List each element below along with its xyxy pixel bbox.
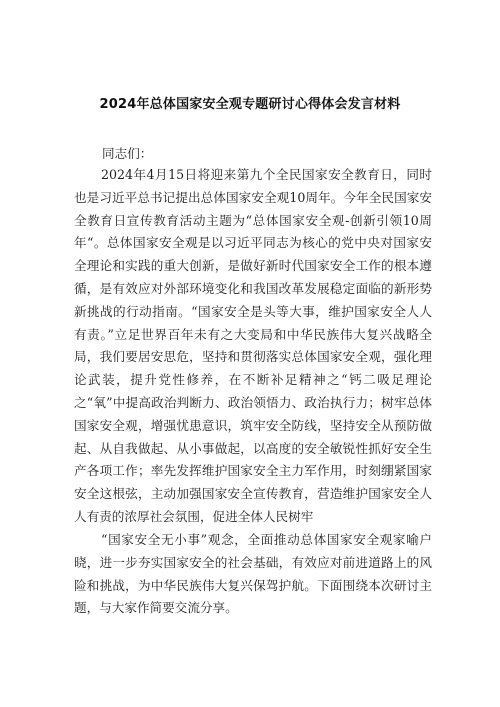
salutation: 同志们： <box>102 146 153 161</box>
body-paragraph-2: “国家安全无小事”观念，全面推动总体国家安全观家喻户晓，进一步夯实国家安全的社会基础，有效应对前进道路上的风险和挑战，为中华民族伟大复兴保驾护航。下面围绕本次研讨主题，与大家作简要交流分享。 <box>74 532 432 616</box>
document-title: 2024年总体国家安全观专题研讨心得体会发言材料 <box>99 97 401 112</box>
body-paragraph-1: 2024年4月15日将迎来第九个全民国家安全教育日，同时也是习近平总书记提出总体国家安全观10周年。今年全民国家安全教育日宣传教育活动主题为“总体国家安全观-创新引领10周年“。总体国家安全观是以习近平同志为核心的党中央对国家安全理论和实践的重大创新，是做好新时代国家安全工作的根本遵循，是有效应对外部环境变化和我国改革发展稳定面临的新形势新挑战的行动指南。“国家安全是头等大事，维护国家安全人人有责。”立足世界百年未有之大变局和中华民族伟大复兴战略全局，我们要居安思危，坚持和贯彻落实总体国家安全观，强化理论武装，提升党性修养，在不断补足精神之“钙二吸足理论之“氧”中提高政治判断力、政治领悟力、政治执行力；树牢总体国家安全观，增强忧患意识，筑牢安全防线，坚持安全从预防做起、从自我做起、从小事做起，以高度的安全敏锐性抓好安全生产各项工作；率先发挥维护国家安全主力军作用，时刻绷紧国家安全这根弦，主动加强国家安全宣传教育，营造维护国家安全人人有责的浓厚社会氛围，促进全体人民树牢 <box>74 167 432 524</box>
